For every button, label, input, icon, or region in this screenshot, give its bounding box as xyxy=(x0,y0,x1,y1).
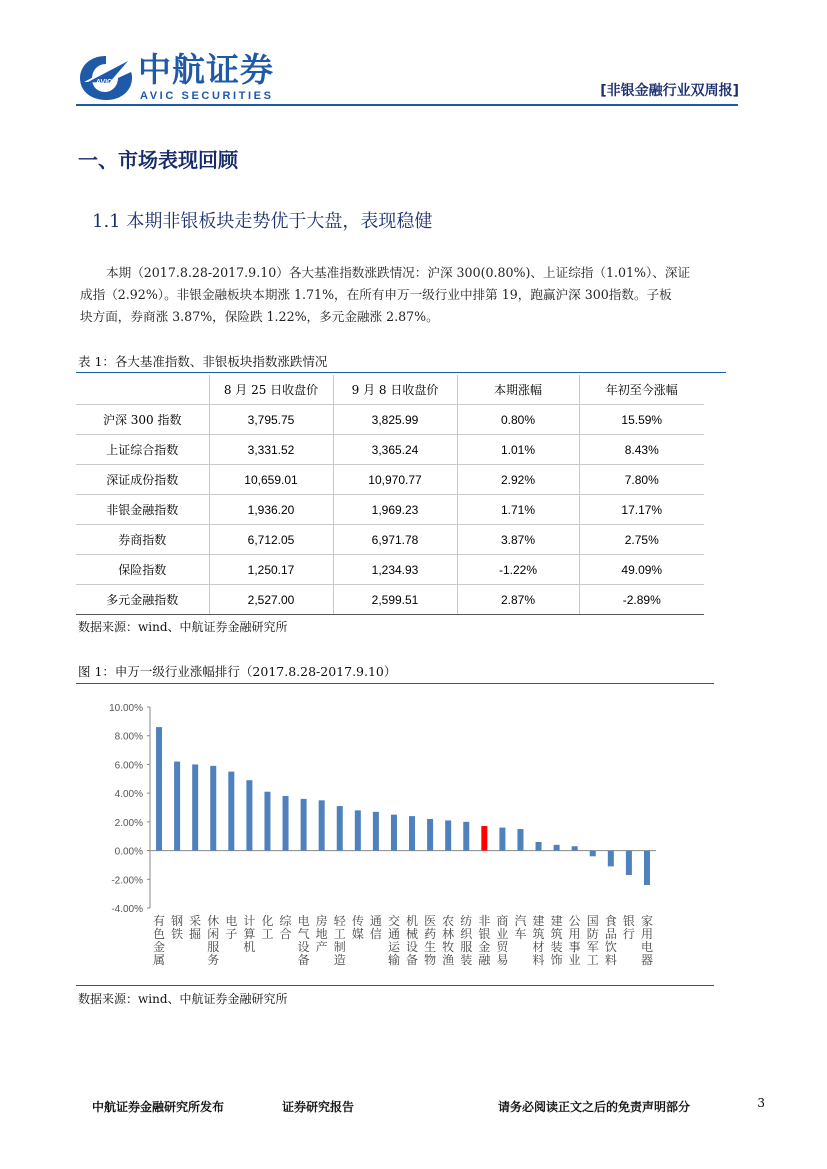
table-header-cell: 年初至今涨幅 xyxy=(579,375,704,405)
figure-source: 数据来源：wind、中航证券金融研究所 xyxy=(78,992,288,1006)
cell-close-0908: 3,825.99 xyxy=(333,405,457,435)
cell-period-change: 1.71% xyxy=(457,495,579,525)
row-label: 非银金融指数 xyxy=(76,495,209,525)
bar-16 xyxy=(427,819,433,851)
row-label: 保险指数 xyxy=(76,555,209,585)
index-performance-table xyxy=(76,375,704,615)
figure-caption: 图 1：申万一级行业涨幅排行（2017.8.28-2017.9.10） xyxy=(78,664,397,679)
x-category-label: 农林牧渔 xyxy=(442,914,455,967)
logo-text-cn: 中航证券 xyxy=(138,50,274,89)
bar-9 xyxy=(301,799,307,851)
bar-21 xyxy=(517,829,523,851)
bar-19 xyxy=(481,826,487,851)
cell-ytd-change: 17.17% xyxy=(579,495,704,525)
x-category-label: 交通运输 xyxy=(387,914,400,967)
logo-badge: AVIC xyxy=(96,79,113,86)
cell-close-0825: 6,712.05 xyxy=(209,525,333,555)
x-category-label: 综合 xyxy=(279,914,292,941)
header-divider xyxy=(76,104,738,106)
bar-18 xyxy=(463,822,469,851)
cell-close-0908: 1,969.23 xyxy=(333,495,457,525)
cell-ytd-change: 2.75% xyxy=(579,525,704,555)
bar-12 xyxy=(355,810,361,850)
body-paragraph xyxy=(80,262,748,328)
bar-8 xyxy=(283,796,289,851)
paragraph-line: 块方面，券商涨 3.87%，保险跌 1.22%，多元金融涨 2.87%。 xyxy=(80,309,439,324)
y-tick-label: 2.00% xyxy=(114,817,143,829)
cell-ytd-change: 15.59% xyxy=(579,405,704,435)
cell-close-0908: 6,971.78 xyxy=(333,525,457,555)
x-category-label: 机械设备 xyxy=(406,914,419,967)
cell-close-0825: 2,527.00 xyxy=(209,585,333,615)
table-header-cell: 9 月 8 日收盘价 xyxy=(333,375,457,405)
table-source: 数据来源：wind、中航证券金融研究所 xyxy=(78,620,288,634)
x-category-label: 采掘 xyxy=(189,914,202,941)
x-category-label: 传媒 xyxy=(351,914,364,941)
report-tag: [非银金融行业双周报] xyxy=(600,83,739,99)
cell-close-0908: 2,599.51 xyxy=(333,585,457,615)
row-label: 沪深 300 指数 xyxy=(76,405,209,435)
x-category-label: 银行 xyxy=(622,914,635,941)
table-row xyxy=(76,555,704,585)
section-subtitle: 1.1 本期非银板块走势优于大盘，表现稳健 xyxy=(92,211,433,232)
bar-1 xyxy=(156,727,162,850)
x-category-label: 化工 xyxy=(261,914,274,941)
table-row xyxy=(76,465,704,495)
cell-ytd-change: 8.43% xyxy=(579,435,704,465)
x-category-label: 房地产 xyxy=(315,914,328,954)
cell-close-0825: 3,331.52 xyxy=(209,435,333,465)
bar-13 xyxy=(373,812,379,851)
cell-ytd-change: 7.80% xyxy=(579,465,704,495)
bar-26 xyxy=(608,851,614,867)
section-title: 一、市场表现回顾 xyxy=(78,148,238,172)
table-caption: 表 1：各大基准指数、非银板块指数涨跌情况 xyxy=(78,354,328,369)
bar-3 xyxy=(192,764,198,850)
x-category-label: 家用电器 xyxy=(640,914,653,967)
y-tick-label: 0.00% xyxy=(114,846,143,858)
x-category-label: 非银金融 xyxy=(478,914,491,967)
footer-report-type: 证券研究报告 xyxy=(282,1100,355,1114)
bar-4 xyxy=(210,766,216,851)
x-category-label: 食品饮料 xyxy=(604,914,617,967)
x-category-label: 钢铁 xyxy=(171,914,184,941)
cell-close-0825: 10,659.01 xyxy=(209,465,333,495)
row-label: 深证成份指数 xyxy=(76,465,209,495)
row-label: 券商指数 xyxy=(76,525,209,555)
bar-17 xyxy=(445,820,451,850)
table-row xyxy=(76,585,704,615)
bar-10 xyxy=(319,800,325,850)
avic-logo-icon xyxy=(78,52,134,102)
table-header-cell xyxy=(76,375,209,405)
y-tick-label: -2.00% xyxy=(111,875,143,887)
table-row xyxy=(76,435,704,465)
table-header-cell: 8 月 25 日收盘价 xyxy=(209,375,333,405)
bar-7 xyxy=(264,792,270,851)
table-row xyxy=(76,495,704,525)
x-category-label: 计算机 xyxy=(243,914,256,954)
cell-period-change: 3.87% xyxy=(457,525,579,555)
table-header-cell: 本期涨幅 xyxy=(457,375,579,405)
x-category-label: 纺织服装 xyxy=(460,914,473,967)
table-top-rule xyxy=(76,372,726,373)
x-category-label: 医药生物 xyxy=(424,914,437,967)
bar-24 xyxy=(572,846,578,850)
industry-performance-chart xyxy=(76,688,716,986)
cell-ytd-change: -2.89% xyxy=(579,585,704,615)
bar-14 xyxy=(391,815,397,851)
logo-text-en: AVIC SECURITIES xyxy=(140,90,274,102)
bar-25 xyxy=(590,851,596,857)
row-label: 上证综合指数 xyxy=(76,435,209,465)
bar-2 xyxy=(174,762,180,851)
bar-5 xyxy=(228,772,234,851)
y-tick-label: 6.00% xyxy=(114,760,143,772)
x-category-label: 有色金属 xyxy=(153,914,166,967)
x-category-label: 公用事业 xyxy=(568,914,581,967)
footer-publisher: 中航证券金融研究所发布 xyxy=(92,1100,225,1114)
figure-bottom-rule xyxy=(76,985,714,986)
cell-ytd-change: 49.09% xyxy=(579,555,704,585)
bar-27 xyxy=(626,851,632,875)
cell-close-0908: 3,365.24 xyxy=(333,435,457,465)
paragraph-line: 本期（2017.8.28-2017.9.10）各大基准指数涨跌情况：沪深 300(0.80%)、上证综指（1.01%）、深证 xyxy=(106,265,691,280)
x-category-label: 轻工制造 xyxy=(333,914,346,967)
x-category-label: 电气设备 xyxy=(297,914,310,967)
row-label: 多元金融指数 xyxy=(76,585,209,615)
cell-close-0825: 3,795.75 xyxy=(209,405,333,435)
page-number: 3 xyxy=(757,1096,765,1110)
cell-period-change: 2.87% xyxy=(457,585,579,615)
cell-close-0825: 1,250.17 xyxy=(209,555,333,585)
bar-22 xyxy=(536,842,542,851)
cell-period-change: 1.01% xyxy=(457,435,579,465)
y-tick-label: 8.00% xyxy=(114,731,143,743)
bar-28 xyxy=(644,851,650,885)
cell-close-0908: 10,970.77 xyxy=(333,465,457,495)
footer-disclaimer-link[interactable]: 请务必阅读正文之后的免责声明部分 xyxy=(498,1100,691,1114)
bar-20 xyxy=(499,828,505,851)
y-tick-label: -4.00% xyxy=(111,904,143,915)
cell-period-change: -1.22% xyxy=(457,555,579,585)
table-header-row xyxy=(76,375,704,405)
x-category-label: 汽车 xyxy=(514,914,527,941)
paragraph-line: 成指（2.92%）。非银金融板块本期涨 1.71%，在所有申万一级行业中排第 19，跑赢沪深 300指数。子板 xyxy=(80,287,672,302)
cell-period-change: 0.80% xyxy=(457,405,579,435)
y-tick-label: 10.00% xyxy=(109,703,143,714)
table-row xyxy=(76,405,704,435)
cell-close-0908: 1,234.93 xyxy=(333,555,457,585)
y-tick-label: 4.00% xyxy=(114,789,143,801)
x-category-label: 商业贸易 xyxy=(496,914,509,967)
x-category-label: 建筑装饰 xyxy=(550,914,563,967)
x-category-label: 建筑材料 xyxy=(532,914,545,967)
figure-top-rule xyxy=(76,683,714,684)
bar-11 xyxy=(337,806,343,851)
cell-period-change: 2.92% xyxy=(457,465,579,495)
bar-23 xyxy=(554,845,560,851)
x-category-label: 通信 xyxy=(369,914,382,941)
table-row xyxy=(76,525,704,555)
cell-close-0825: 1,936.20 xyxy=(209,495,333,525)
x-category-label: 电子 xyxy=(225,914,238,941)
bar-6 xyxy=(246,780,252,850)
bar-15 xyxy=(409,816,415,850)
x-category-label: 国防军工 xyxy=(586,914,599,967)
x-category-label: 休闲服务 xyxy=(207,914,220,967)
